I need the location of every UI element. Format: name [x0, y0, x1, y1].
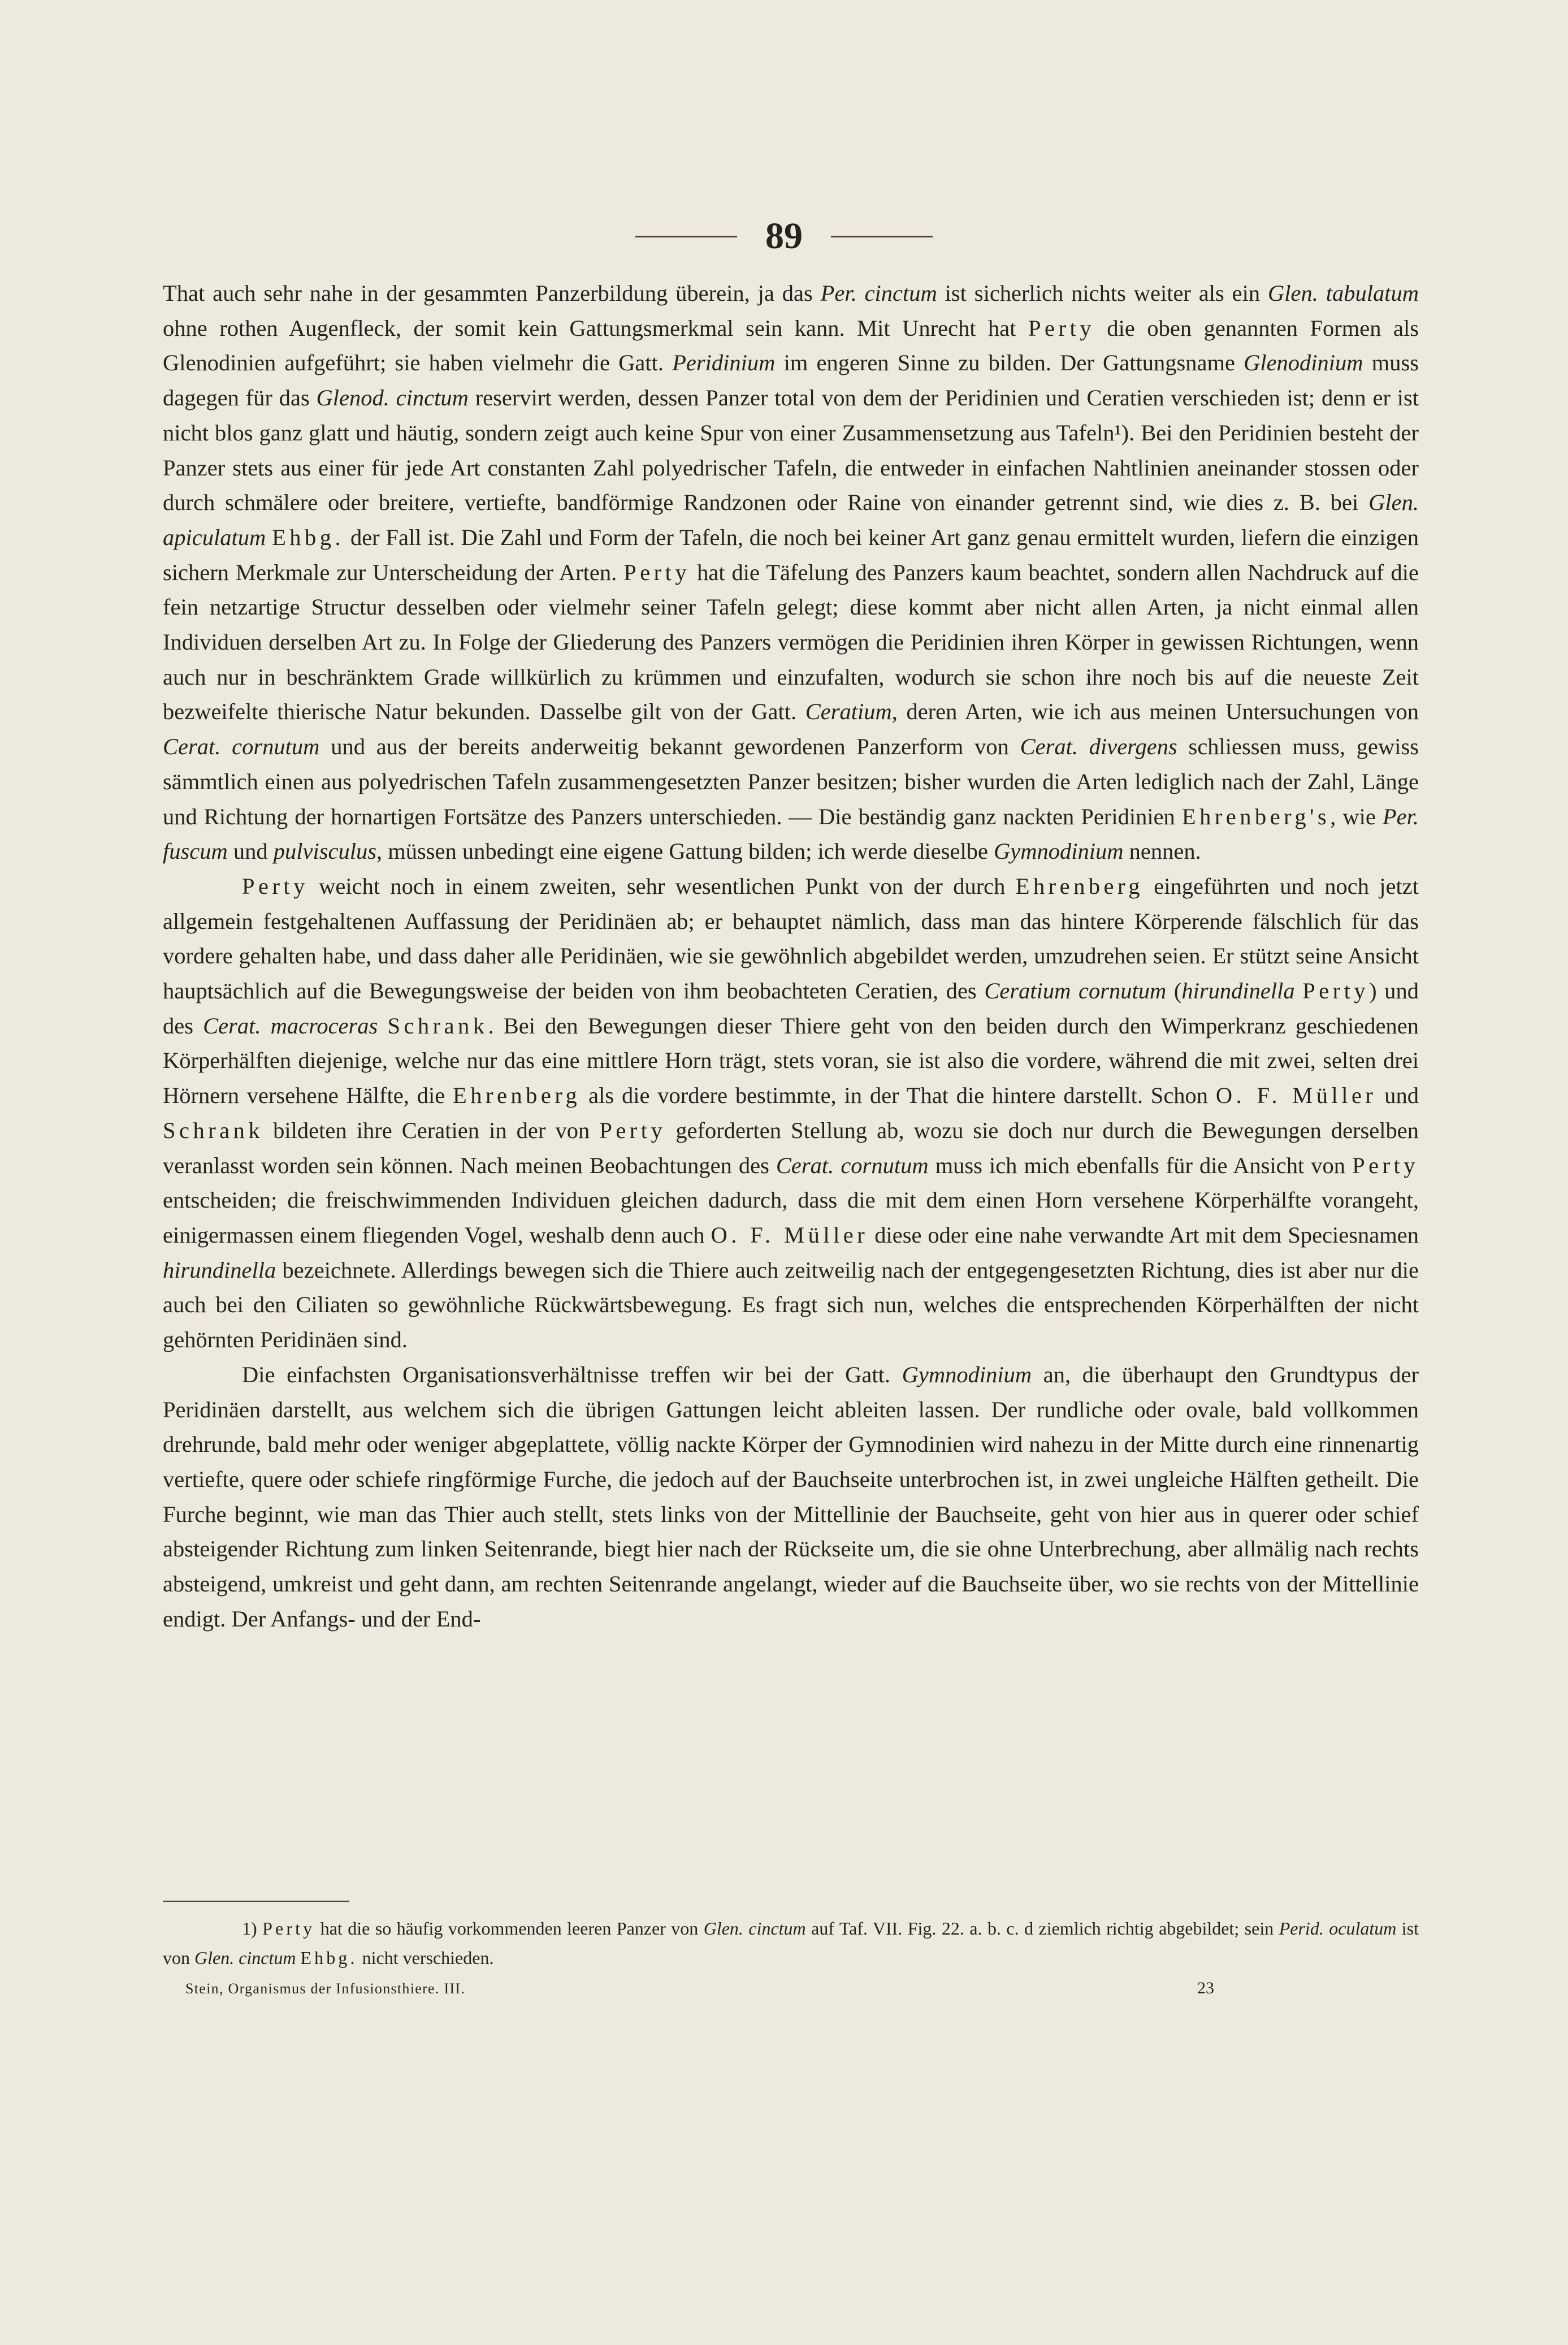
italic-term: Per. fuscum [163, 803, 1419, 864]
text-run: geforderten Stellung ab, wozu sie doch nur durch die Bewegungen derselben veranlasst worden sein können. Nach meinen Beobachtungen des [163, 1117, 1419, 1178]
header-rule-left [635, 236, 737, 237]
text-run: reservirt werden, dessen Panzer total von dem der Peridinien und Ceratien verschieden ist; denn er ist nicht blos ganz glatt und häutig, sondern zeigt auch keine Spur von einer Zusammensetzung aus Tafeln¹). Bei den Peridinien besteht der Panzer stets aus einer für jede Art constanten Zahl polyedrischer Tafeln, die entweder in einfachen Nahtlinien aneinander stossen oder durch schmälere oder breitere, vertiefte, bandförmige Randzonen oder Raine von einander getrennt sind, wie dies z. B. bei [163, 385, 1419, 516]
italic-term: Glenodinium [1244, 350, 1363, 376]
footnote-rule [163, 1901, 349, 1902]
text-run [1295, 978, 1303, 1003]
text-run: nennen. [1123, 838, 1201, 864]
signature-line: Stein, Organismus der Infusionsthiere. III. [185, 1980, 466, 1997]
text-run: Die einfachsten Organisationsverhältnisse treffen wir bei der Gatt. [242, 1361, 902, 1387]
text-run: ist von [163, 1918, 1419, 1968]
italic-term: Glen. apiculatum [163, 490, 1419, 550]
text-run: . Bei den Bewegungen dieser Thiere geht von den beiden durch den Wimperkranz geschiedenen Körperhälften diejenige, welche nur das eine mittlere Horn trägt, stets voran, sie ist also die vordere, während die mit zwei, selten drei Hörnern versehene Hälfte, die [163, 1013, 1419, 1109]
author-name: O. F. Müller [711, 1222, 869, 1248]
text-run: an, die überhaupt den Grundtypus der Peridinäen darstellt, aus welchem sich die übrigen Gattungen leicht ableiten lassen. Der rundliche oder ovale, bald vollkommen drehrunde, bald mehr oder weniger abgeplattete, völlig nackte Körper der Gymnodinien wird nahezu in der Mitte durch eine rinnenartig vertiefte, quere oder schiefe ringförmige Furche, die jedoch auf der Bauchseite unterbrochen ist, in zwei ungleiche Hälften getheilt. Die Furche beginnt, wie man das Thier auch stellt, stets links von der Mittellinie der Bauchseite, geht von hier aus in querer oder schief absteigender Richtung zum linken Seitenrande, biegt hier nach der Rückseite um, die sie ohne Unterbrechung, aber allmälig nach rechts absteigend, umkreist und geht dann, am rechten Seitenrande angelangt, wieder auf die Bauchseite über, wo sie rechts von der Mittellinie endigt. Der Anfangs- und der End- [163, 1361, 1419, 1632]
footnote [163, 1914, 1419, 1972]
text-run: muss ich mich ebenfalls für die Ansicht von [928, 1152, 1353, 1178]
author-name: Perty [1302, 978, 1370, 1004]
text-run: bezeichnete. Allerdings bewegen sich die Thiere auch zeitweilig nach der entgegengesetzten Richtung, dies ist aber nur die auch bei den Ciliaten so gewöhnliche Rückwärtsbewegung. Es fragt sich nun, welches die entsprechenden Körperhälften der nicht gehörnten Peridinäen sind. [163, 1257, 1419, 1353]
italic-term: Cerat. cornutum [776, 1152, 929, 1178]
text-run: hat die Täfelung des Panzers kaum beachtet, sondern allen Nachdruck auf die fein netzartige Structur desselben oder vielmehr seiner Tafeln gelegt; diese kommt aber nicht allen Arten, ja nicht einmal allen Individuen derselben Art zu. In Folge der Gliederung des Panzers vermögen die Peridinien ihren Körper in gewissen Richtungen, wenn auch nur in beschränktem Grade willkürlich zu krümmen und einzufalten, wodurch sie schon ihre noch bis auf die neueste Zeit bezweifelte thierische Natur bekunden. Dasselbe gilt von der Gatt. [163, 559, 1419, 725]
text-run: bildeten ihre Ceratien in der von [263, 1117, 600, 1143]
italic-term: Ceratium [805, 699, 892, 725]
text-run: hat die so häufig vorkommenden leeren Panzer von [315, 1918, 704, 1939]
author-name: Perty [599, 1117, 666, 1143]
italic-term: Cerat. divergens [1020, 734, 1177, 760]
body-text [163, 276, 1419, 1636]
text-run: und [227, 838, 274, 864]
text-run: nicht verschieden. [357, 1948, 494, 1968]
author-name: Perty [1028, 315, 1095, 341]
italic-term: Cerat. macroceras [203, 1013, 378, 1039]
text-run [266, 525, 272, 550]
italic-term: Glen. cinctum [703, 1918, 806, 1939]
italic-term: Gymnodinium [994, 838, 1124, 864]
italic-term: Glen. cinctum [194, 1948, 296, 1968]
text-run [296, 1948, 301, 1968]
text-run: der Fall ist. Die Zahl und Form der Tafeln, die noch bei keiner Art ganz genau ermittelt wurden, liefern die einzigen sichern Merkmale zur Unterscheidung der Arten. [163, 524, 1419, 585]
header-rule-right [831, 236, 933, 237]
italic-term: Ceratium cornutum [984, 978, 1167, 1004]
author-name: Perty [623, 559, 691, 585]
italic-term: Cerat. cornutum [163, 734, 320, 760]
author-name: Schrank [387, 1013, 488, 1039]
text-run: als die vordere bestimmte, in der That die hintere darstellt. Schon [581, 1083, 1216, 1109]
text-run: That auch sehr nahe in der gesammten Panzerbildung überein, ja das [163, 280, 821, 306]
author-name: Perty [262, 1918, 315, 1939]
paragraph-1 [163, 276, 1419, 869]
page-number: 89 [765, 215, 803, 257]
text-run: schliessen muss, gewiss sämmtlich einen aus polyedrischen Tafeln zusammengesetzten Panzer besitzen; bisher wurden die Arten lediglich nach der Zahl, Länge und Richtung der hornartigen Fortsätze des Panzers unterschieden. — Die beständig ganz nackten Peridinien [163, 734, 1419, 829]
page-header [0, 214, 1568, 259]
text-run: 1) [242, 1918, 263, 1939]
author-name: Ehrenberg's [1181, 803, 1331, 829]
text-run: weicht noch in einem zweiten, sehr wesentlichen Punkt von der durch [308, 873, 1016, 899]
text-run: entscheiden; die freischwimmenden Individuen gleichen dadurch, dass die mit dem einen Horn versehene Körperhälfte vorangeht, einigermassen einem fliegenden Vogel, weshalb denn auch [163, 1187, 1419, 1248]
italic-term: Per. cinctum [820, 280, 937, 306]
author-name: O. F. Müller [1215, 1083, 1377, 1109]
italic-term: hirundinella [163, 1257, 276, 1283]
text-run: eingeführten und noch jetzt allgemein festgehaltenen Auffassung der Peridinäen ab; er behauptet nämlich, dass man das hintere Körperende fälschlich für das vordere gehalten habe, und dass daher alle Peridinäen, wie sie gewöhnlich abgebildet werden, umzudrehen seien. Er stützt seine Ansicht hauptsächlich auf die Bewegungsweise der beiden von ihm beobachteten Ceratien, des [163, 873, 1419, 1004]
italic-term: pulvisculus [273, 838, 376, 864]
text-run: ist sicherlich nichts weiter als ein [937, 280, 1268, 306]
text-run [378, 1013, 387, 1039]
text-run: , müssen unbedingt eine eigene Gattung bilden; ich werde dieselbe [376, 838, 994, 864]
italic-term: hirundinella [1181, 978, 1295, 1004]
text-run: ohne rothen Augenfleck, der somit kein Gattungsmerkmal sein kann. Mit Unrecht hat [163, 315, 1029, 341]
author-name: Perty [242, 873, 309, 899]
paragraph-2 [163, 869, 1419, 1357]
author-name: Ehrenberg [453, 1083, 581, 1109]
text-run: die oben genannten Formen als Glenodinien aufgeführt; sie haben vielmehr die Gatt. [163, 315, 1419, 376]
italic-term: Gymnodinium [902, 1361, 1032, 1387]
author-name: Ehbg. [300, 1948, 358, 1968]
text-run: ( [1166, 978, 1182, 1004]
paragraph-3 [163, 1357, 1419, 1637]
text-run: muss dagegen für das [163, 350, 1419, 411]
text-run: , wie [1330, 803, 1383, 829]
author-name: Schrank [163, 1117, 264, 1143]
text-run: diese oder eine nahe verwandte Art mit dem Speciesnamen [868, 1222, 1419, 1248]
italic-term: Glenod. cinctum [316, 385, 469, 411]
italic-term: Perid. oculatum [1279, 1918, 1397, 1939]
text-run: auf Taf. VII. Fig. 22. a. b. c. d ziemlich richtig abgebildet; sein [805, 1918, 1279, 1939]
author-name: Ehbg. [272, 524, 345, 550]
text-run: , deren Arten, wie ich aus meinen Untersuchungen von [891, 699, 1419, 725]
italic-term: Glen. tabulatum [1268, 280, 1419, 306]
author-name: Ehrenberg [1015, 873, 1143, 899]
signature-number: 23 [1197, 1979, 1214, 1997]
text-run: und [1376, 1083, 1419, 1109]
text-run: und aus der bereits anderweitig bekannt gewordenen Panzerform von [319, 734, 1020, 760]
text-run: im engeren Sinne zu bilden. Der Gattungsname [775, 350, 1244, 376]
italic-term: Peridinium [672, 350, 776, 376]
text-run: ) und des [163, 978, 1419, 1039]
author-name: Perty [1352, 1152, 1419, 1178]
footnote-text [163, 1914, 1419, 1972]
